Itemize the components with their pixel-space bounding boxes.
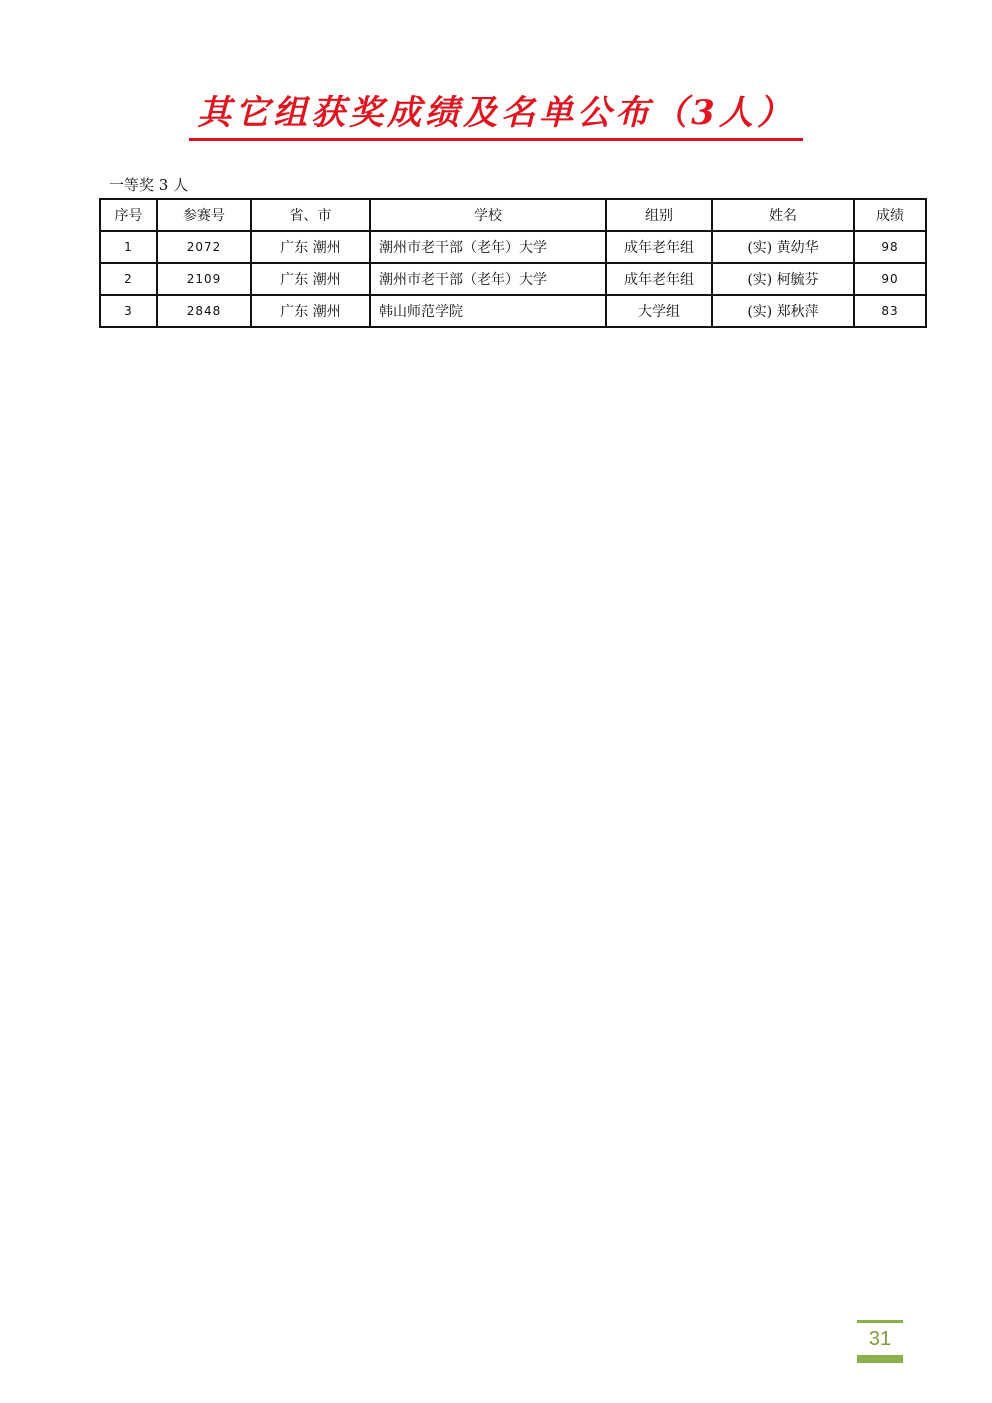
cell-province-city: 广东 潮州 [251,263,370,295]
table-row [100,263,926,295]
award-level-heading: 一等奖 3 人 [109,176,189,194]
cell-score: 98 [854,231,926,263]
cell-index: 2 [100,263,157,295]
cell-entry-number: 2109 [157,263,251,295]
cell-score: 90 [854,263,926,295]
header-school: 学校 [370,199,606,231]
header-score: 成绩 [854,199,926,231]
cell-province-city: 广东 潮州 [251,231,370,263]
cell-province-city: 广东 潮州 [251,295,370,327]
cell-index: 3 [100,295,157,327]
results-table [99,198,927,328]
cell-score: 83 [854,295,926,327]
header-group: 组别 [606,199,712,231]
page-number: 31 [857,1320,903,1363]
cell-group: 成年老年组 [606,231,712,263]
header-index: 序号 [100,199,157,231]
table-header-row [100,199,926,231]
page-title: 其它组获奖成绩及名单公布（3人） [189,92,803,141]
cell-group: 大学组 [606,295,712,327]
cell-school: 潮州市老干部（老年）大学 [370,231,606,263]
cell-school: 韩山师范学院 [370,295,606,327]
title-container [0,92,992,141]
cell-index: 1 [100,231,157,263]
cell-school: 潮州市老干部（老年）大学 [370,263,606,295]
table-row [100,295,926,327]
cell-entry-number: 2848 [157,295,251,327]
header-entry-number: 参赛号 [157,199,251,231]
header-name: 姓名 [712,199,854,231]
cell-entry-number: 2072 [157,231,251,263]
cell-group: 成年老年组 [606,263,712,295]
cell-name: (实) 郑秋萍 [712,295,854,327]
table-row [100,231,926,263]
cell-name: (实) 柯毓芬 [712,263,854,295]
cell-name: (实) 黄幼华 [712,231,854,263]
header-province-city: 省、市 [251,199,370,231]
